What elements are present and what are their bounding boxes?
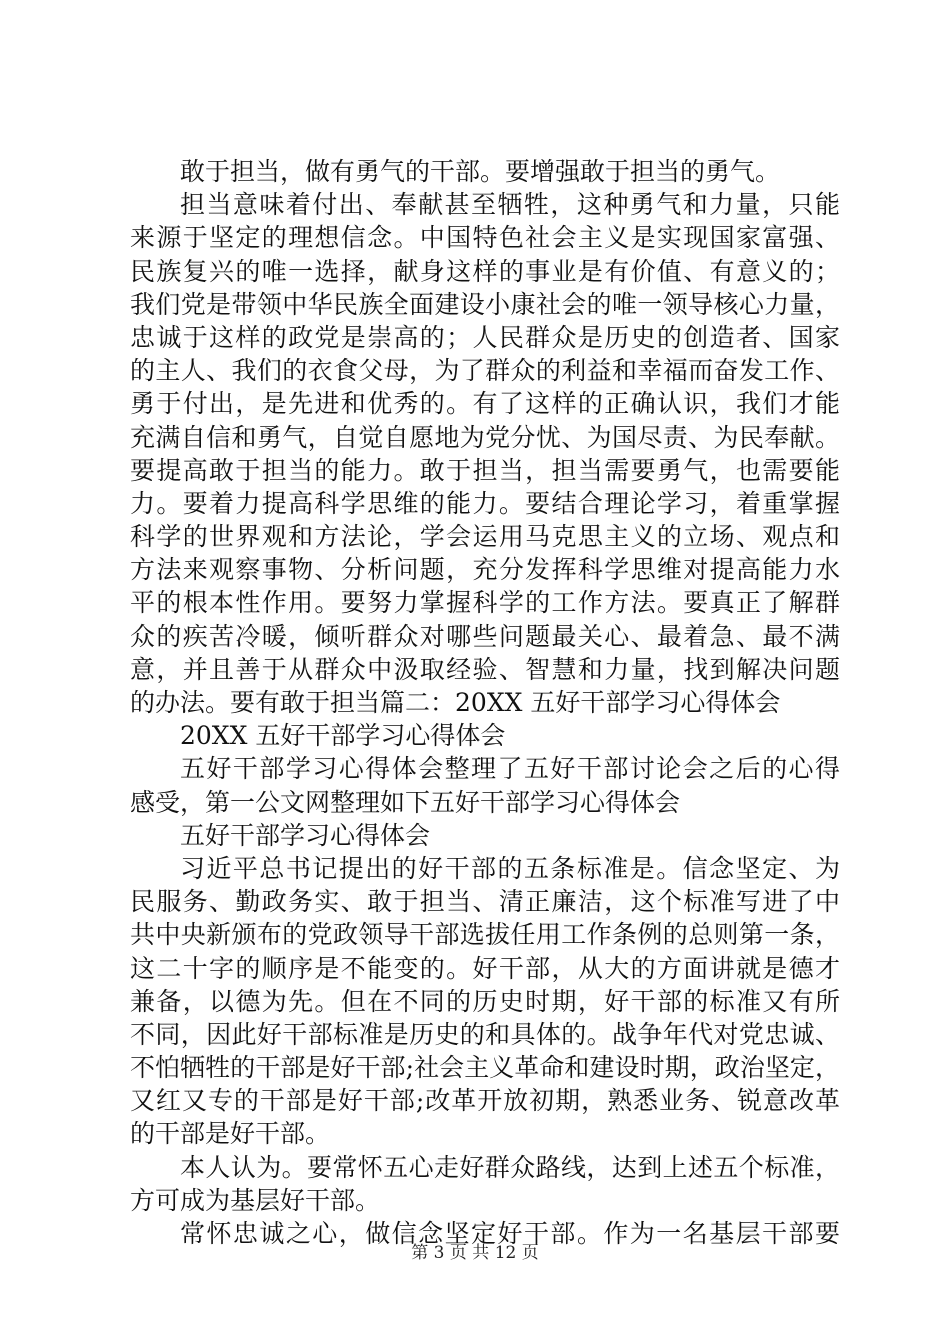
- text-line: 方法来观察事物、分析问题，充分发挥科学思维对提高能力水: [130, 555, 840, 585]
- text-line: 常怀忠诚之心，做信念坚定好干部。作为一名基层干部要: [180, 1219, 840, 1248]
- text-line: 充满自信和勇气，自觉自愿地为党分忧、为国尽责、为民奉献。: [130, 422, 840, 452]
- text-line: 敢于担当，做有勇气的干部。要增强敢于担当的勇气。: [180, 157, 781, 186]
- text-line: 民服务、勤政务实、敢于担当、清正廉洁，这个标准写进了中: [130, 887, 840, 917]
- text-line: 本人认为。要常怀五心走好群众路线，达到上述五个标准，: [180, 1152, 840, 1182]
- text-line: 意，并且善于从群众中汲取经验、智慧和力量，找到解决问题: [130, 654, 840, 684]
- text-line: 20XX 五好干部学习心得体会: [180, 721, 506, 751]
- text-line: 五好干部学习心得体会: [180, 820, 431, 850]
- text-line: 习近平总书记提出的好干部的五条标准是。信念坚定、为: [180, 853, 840, 883]
- text-line: 不怕牺牲的干部是好干部;社会主义革命和建设时期，政治坚定，: [130, 1053, 840, 1083]
- text-line: 的办法。要有敢于担当篇二：20XX 五好干部学习心得体会: [130, 688, 781, 717]
- text-line: 勇于付出，是先进和优秀的。有了这样的正确认识，我们才能: [130, 389, 840, 419]
- text-line: 力。要着力提高科学思维的能力。要结合理论学习，着重掌握: [130, 488, 840, 518]
- text-line: 这二十字的顺序是不能变的。好干部，从大的方面讲就是德才: [130, 953, 840, 983]
- text-line: 兼备，以德为先。但在不同的历史时期，好干部的标准又有所: [130, 986, 840, 1016]
- text-line: 忠诚于这样的政党是崇高的；人民群众是历史的创造者、国家: [130, 322, 840, 352]
- text-line: 感受，第一公文网整理如下五好干部学习心得体会: [130, 787, 681, 817]
- text-line: 要提高敢于担当的能力。敢于担当，担当需要勇气，也需要能: [130, 455, 840, 485]
- text-line: 的主人、我们的衣食父母，为了群众的利益和幸福而奋发工作、: [130, 356, 840, 386]
- text-line: 五好干部学习心得体会整理了五好干部讨论会之后的心得: [180, 754, 840, 784]
- text-line: 众的疾苦冷暖，倾听群众对哪些问题最关心、最着急、最不满: [130, 621, 840, 651]
- text-line: 共中央新颁布的党政领导干部选拔任用工作条例的总则第一条，: [130, 920, 840, 950]
- page-footer: 第 3 页 共 12 页: [411, 1243, 539, 1263]
- text-line: 又红又专的干部是好干部;改革开放初期，熟悉业务、锐意改革: [130, 1086, 840, 1116]
- text-line: 方可成为基层好干部。: [130, 1185, 381, 1215]
- text-line: 我们党是带领中华民族全面建设小康社会的唯一领导核心力量，: [130, 289, 840, 319]
- text-line: 担当意味着付出、奉献甚至牺牲，这种勇气和力量，只能: [180, 190, 840, 220]
- text-line: 不同，因此好干部标准是历史的和具体的。战争年代对党忠诚、: [130, 1019, 840, 1049]
- text-line: 的干部是好干部。: [130, 1119, 331, 1149]
- document-body: [130, 155, 840, 1250]
- text-line: 平的根本性作用。要努力掌握科学的工作方法。要真正了解群: [130, 588, 840, 618]
- text-line: 民族复兴的唯一选择，献身这样的事业是有价值、有意义的；: [130, 256, 840, 286]
- text-line: 科学的世界观和方法论，学会运用马克思主义的立场、观点和: [130, 522, 840, 552]
- text-line: 来源于坚定的理想信念。中国特色社会主义是实现国家富强、: [130, 223, 840, 253]
